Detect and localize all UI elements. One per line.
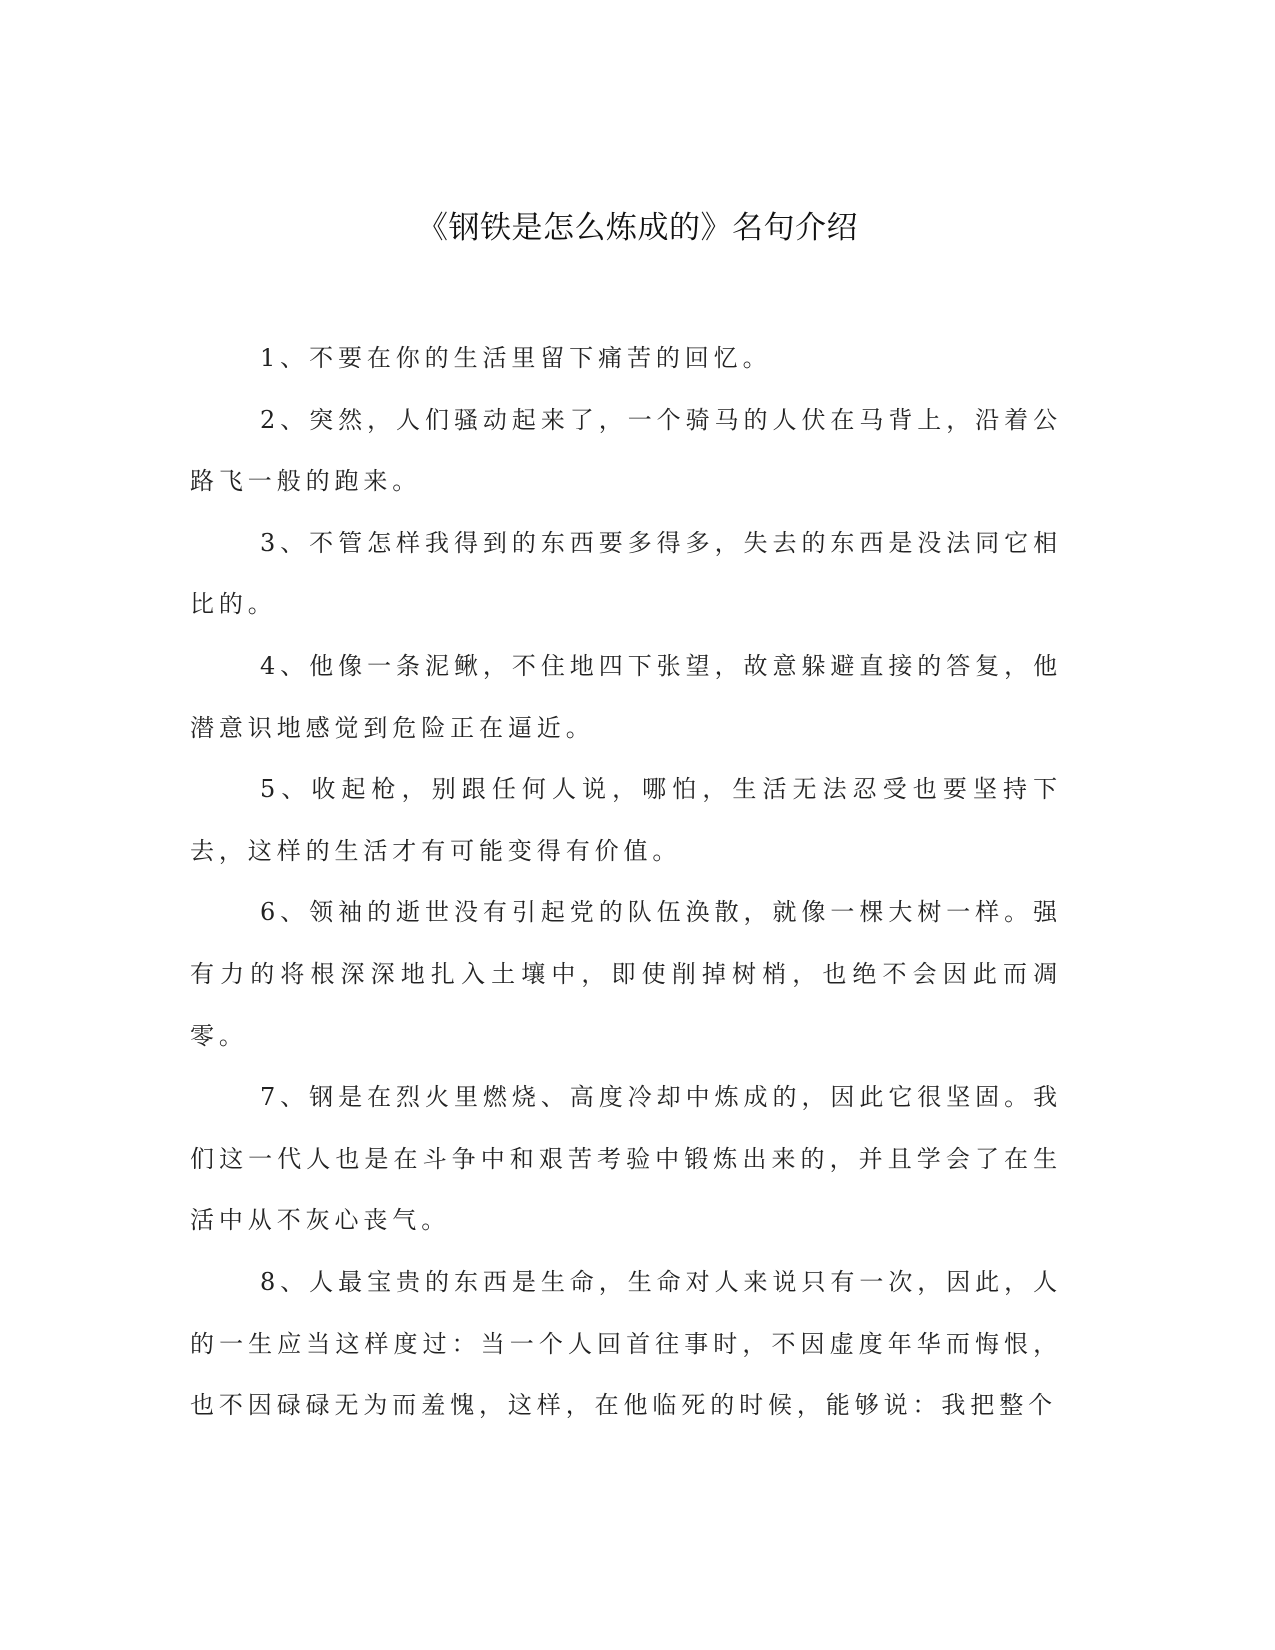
quote-paragraph-3: 3、不管怎样我得到的东西要多得多，失去的东西是没法同它相比的。 [190,528,1062,619]
quote-paragraph-8: 8、人最宝贵的东西是生命，生命对人来说只有一次，因此，人的一生应当这样度过：当一个人回首往事时，不因虚度年华而悔恨，也不因碌碌无为而羞愧，这样，在他临死的时候，能够说：我把整个 [190,1267,1062,1420]
quote-paragraph-7: 7、钢是在烈火里燃烧、高度冷却中炼成的，因此它很坚固。我们这一代人也是在斗争中和艰苦考验中锻炼出来的，并且学会了在生活中从不灰心丧气。 [190,1083,1062,1235]
document-body [190,328,1062,1437]
quote-paragraph-4: 4、他像一条泥鳅，不住地四下张望，故意躲避直接的答复，他潜意识地感觉到危险正在逼近。 [190,651,1062,742]
quote-paragraph-5: 5、收起枪，别跟任何人说，哪怕，生活无法忍受也要坚持下去，这样的生活才有可能变得有价值。 [190,775,1062,865]
document-title: 《钢铁是怎么炼成的》名句介绍 [417,210,858,246]
quote-paragraph-1: 1、不要在你的生活里留下痛苦的回忆。 [260,344,772,372]
quote-paragraph-2: 2、突然，人们骚动起来了，一个骑马的人伏在马背上，沿着公路飞一般的跑来。 [190,405,1062,496]
quote-paragraph-6: 6、领袖的逝世没有引起党的队伍涣散，就像一棵大树一样。强有力的将根深深地扎入土壤中，即使削掉树梢，也绝不会因此而凋零。 [190,898,1062,1050]
